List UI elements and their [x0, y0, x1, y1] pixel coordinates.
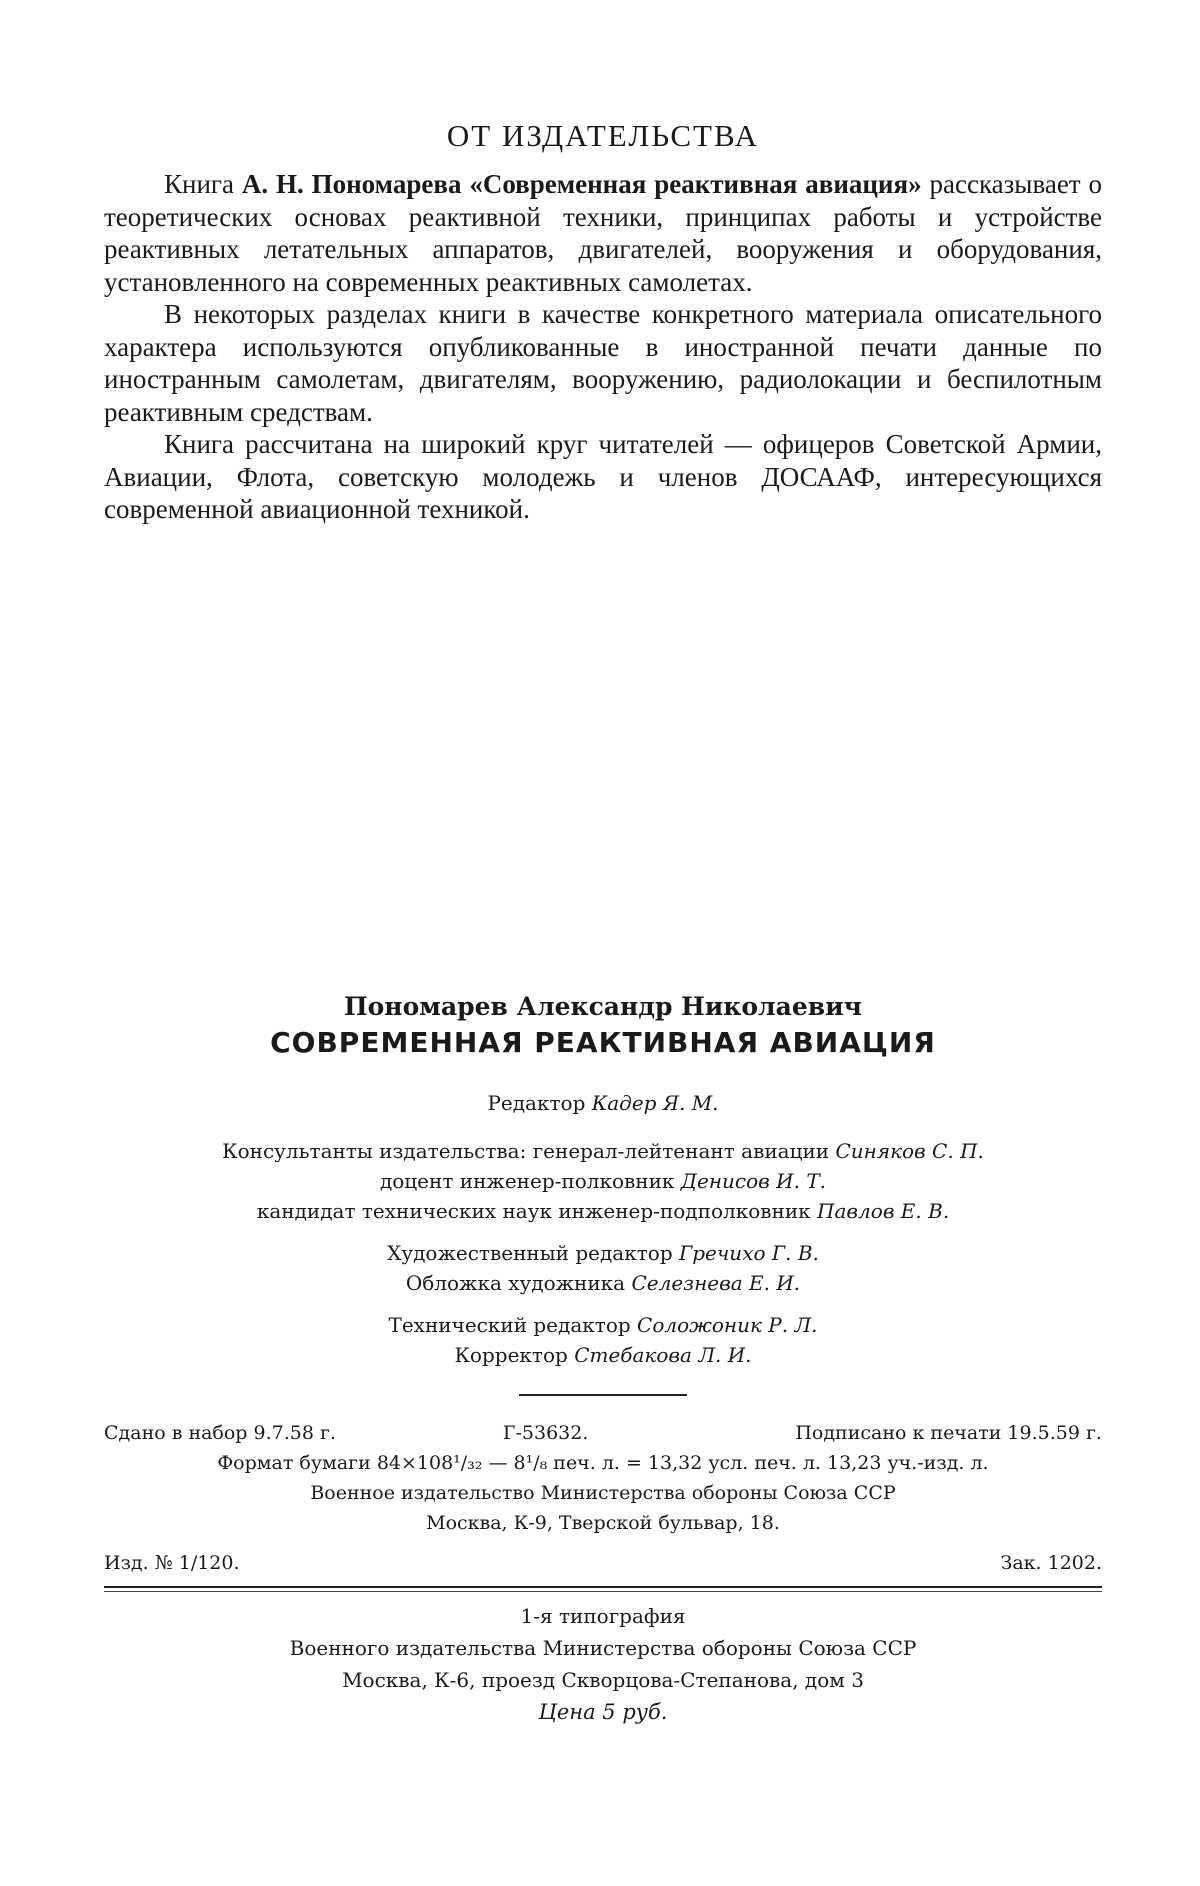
printer-line-1: 1-я типография — [520, 1604, 686, 1628]
editor-label: Редактор — [487, 1091, 592, 1115]
art-credits — [104, 1238, 1102, 1298]
order-number: Зак. 1202. — [1000, 1552, 1102, 1574]
consultant-3-name: Павлов Е. В. — [817, 1199, 950, 1223]
paper-format: Формат бумаги 84×108¹/₃₂ — 8¹/₈ печ. л. = 13,32 усл. печ. л. 13,23 уч.-изд. л. — [217, 1452, 989, 1474]
art-editor-label: Художественный редактор — [387, 1241, 679, 1265]
consultant-1-name: Синяков С. П. — [835, 1139, 984, 1163]
tech-editor-name: Соложоник Р. Л. — [637, 1313, 818, 1337]
publisher-note-heading: ОТ ИЗДАТЕЛЬСТВА — [446, 118, 760, 153]
censor-code: Г-53632. — [502, 1422, 589, 1444]
consultant-2-name: Денисов И. Т. — [680, 1169, 827, 1193]
signed-to-print: Подписано к печати 19.5.59 г. — [795, 1422, 1102, 1444]
book-title: СОВРЕМЕННАЯ РЕАКТИВНАЯ АВИАЦИЯ — [270, 1026, 936, 1059]
corrector-name: Стебакова Л. И. — [574, 1343, 752, 1367]
print-metadata — [104, 1418, 1102, 1578]
publisher-name: Военное издательство Министерства обороны Союза ССР — [310, 1482, 896, 1504]
sent-to-set: Сдано в набор 9.7.58 г. — [104, 1422, 336, 1444]
double-divider — [104, 1586, 1102, 1592]
author-name: Пономарев Александр Николаевич — [344, 992, 862, 1021]
short-divider — [519, 1394, 687, 1396]
p1-prefix: Книга — [164, 169, 242, 199]
imprint-block — [104, 992, 1102, 1724]
publisher-address: Москва, К-9, Тверской бульвар, 18. — [426, 1512, 780, 1534]
price: Цена 5 руб. — [538, 1700, 668, 1724]
publisher-note-paragraph-3: Книга рассчитана на широкий круг читателей — офицеров Советской Армии, Авиации, Флота, советскую молодежь и членов ДОСААФ, интересующихся современной авиационной техникой. — [104, 429, 1102, 524]
publisher-note — [104, 118, 1102, 526]
cover-artist-name: Селезнева Е. И. — [631, 1271, 801, 1295]
tech-editor-label: Технический редактор — [388, 1313, 638, 1337]
consultant-3-label: кандидат технических наук инженер-подполковник — [256, 1199, 818, 1223]
corrector-label: Корректор — [454, 1343, 575, 1367]
publisher-note-paragraph-2: В некоторых разделах книги в качестве конкретного материала описательного характера используются опубликованные в иностранной печати данные по иностранным самолетам, двигателям, вооружению, радиолокации и беспилотным реактивным средствам. — [104, 299, 1102, 427]
cover-label: Обложка художника — [405, 1271, 632, 1295]
printer-info — [104, 1600, 1102, 1696]
editor-name: Кадер Я. М. — [591, 1091, 719, 1115]
p1-bold-title: А. Н. Пономарева «Современная реактивная авиация» — [241, 169, 922, 199]
printer-line-2: Военного издательства Министерства обороны Союза ССР — [289, 1636, 917, 1660]
publisher-note-paragraph-1 — [104, 168, 1102, 298]
consultants-credit — [104, 1136, 1102, 1226]
technical-credits — [104, 1310, 1102, 1370]
printer-line-3: Москва, К-6, проезд Скворцова-Степанова, дом 3 — [342, 1668, 864, 1692]
consultant-1-label: Консультанты издательства: генерал-лейтенант авиации — [222, 1139, 836, 1163]
consultant-2-label: доцент инженер-полковник — [379, 1169, 681, 1193]
art-editor-name: Гречихо Г. В. — [678, 1241, 819, 1265]
editor-credit — [104, 1088, 1102, 1118]
p1-rest: рассказывает о теоретических основах реактивной техники, принципах работы и устройстве реактивных летательных аппаратов, двигателей, вооружения и оборудования, установленного на современных реактивных самолетах. — [104, 169, 1102, 297]
izd-number: Изд. № 1/120. — [104, 1552, 240, 1574]
